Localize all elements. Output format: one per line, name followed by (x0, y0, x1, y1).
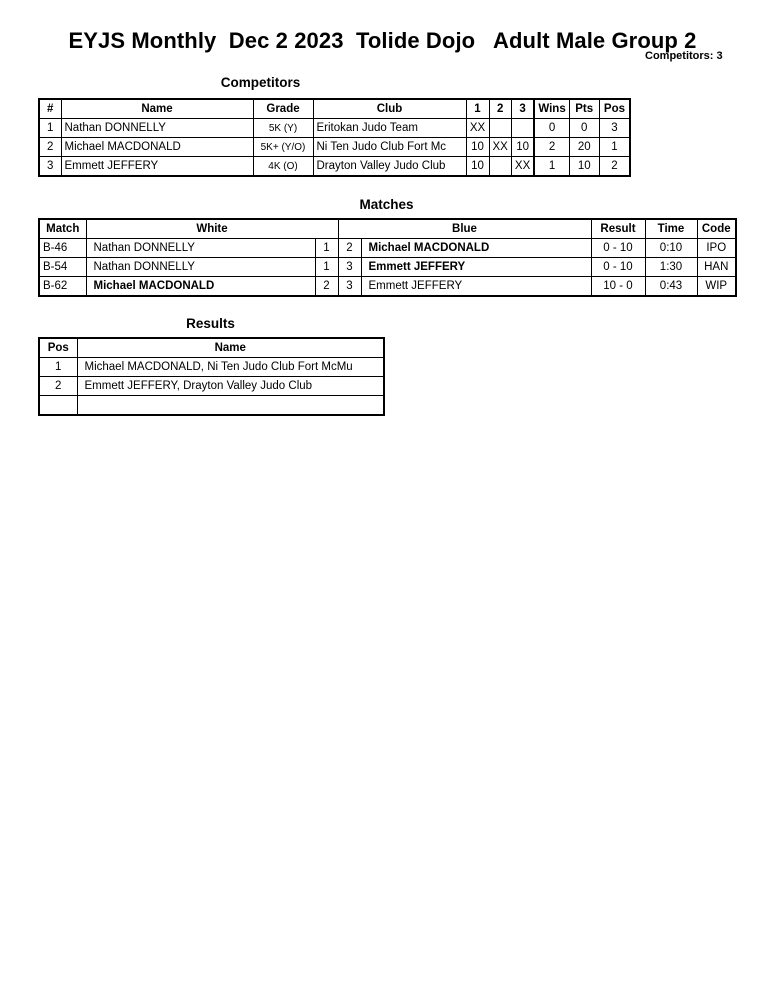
competitor-pos-cell: 2 (599, 157, 630, 177)
competitor-s3-cell: XX (511, 157, 534, 177)
results-header-cell: Pos (39, 338, 77, 358)
result-name-cell: Michael MACDONALD, Ni Ten Judo Club Fort McMu (77, 358, 384, 377)
competitor-name-cell: Emmett JEFFERY (61, 157, 253, 177)
competitor-pts-cell: 0 (569, 119, 599, 138)
competitor-s1-cell: 10 (466, 157, 489, 177)
competitor-num-cell: 3 (39, 157, 61, 177)
competitor-name-cell: Nathan DONNELLY (61, 119, 253, 138)
match-result-cell: 0 - 10 (591, 258, 645, 277)
matches-header-cell: Match (39, 219, 86, 239)
competitor-s2-cell (489, 157, 511, 177)
competitor-s3-cell: 10 (511, 138, 534, 157)
result-pos-cell: 1 (39, 358, 77, 377)
match-code-cell: WIP (697, 277, 736, 297)
competitor-num-cell: 1 (39, 119, 61, 138)
matches-table (38, 218, 737, 297)
match-row (39, 258, 736, 277)
competitor-pts-cell: 10 (569, 157, 599, 177)
competitor-s2-cell: XX (489, 138, 511, 157)
competitor-row (39, 119, 630, 138)
competitor-wins-cell: 2 (534, 138, 569, 157)
match-blue-cell: Michael MACDONALD (361, 239, 591, 258)
match-blue-cell: Emmett JEFFERY (361, 277, 591, 297)
match-white-num-cell: 1 (315, 239, 338, 258)
match-time-cell: 0:10 (645, 239, 697, 258)
competitor-pts-cell: 20 (569, 138, 599, 157)
competitors-header-cell: Club (313, 99, 466, 119)
competitors-header-cell: 3 (511, 99, 534, 119)
match-blue-num-cell: 3 (338, 258, 361, 277)
result-row (39, 396, 384, 416)
results-table (38, 337, 385, 416)
competitor-club-cell: Eritokan Judo Team (313, 119, 466, 138)
competitors-header-cell: Wins (534, 99, 569, 119)
competitor-grade-cell: 4K (O) (253, 157, 313, 177)
match-code-cell: HAN (697, 258, 736, 277)
competitor-s2-cell (489, 119, 511, 138)
match-match-cell: B-46 (39, 239, 86, 258)
competitors-count: Competitors: 3 (645, 50, 723, 62)
match-time-cell: 1:30 (645, 258, 697, 277)
match-row (39, 277, 736, 297)
result-row (39, 358, 384, 377)
match-blue-num-cell: 2 (338, 239, 361, 258)
match-white-cell: Nathan DONNELLY (86, 239, 315, 258)
match-white-cell: Nathan DONNELLY (86, 258, 315, 277)
match-white-num-cell: 1 (315, 258, 338, 277)
match-white-cell: Michael MACDONALD (86, 277, 315, 297)
matches-header-cell: Result (591, 219, 645, 239)
page-title: EYJS Monthly Dec 2 2023 Tolide Dojo Adult Male Group 2 (68, 28, 697, 53)
competitors-header-cell: Name (61, 99, 253, 119)
result-pos-cell: 2 (39, 377, 77, 396)
competitors-header-cell: Pos (599, 99, 630, 119)
competitor-grade-cell: 5K (Y) (253, 119, 313, 138)
competitor-s3-cell (511, 119, 534, 138)
competitor-wins-cell: 0 (534, 119, 569, 138)
competitor-club-cell: Ni Ten Judo Club Fort Mc (313, 138, 466, 157)
competitor-num-cell: 2 (39, 138, 61, 157)
matches-header-cell: Time (645, 219, 697, 239)
competitor-grade-cell: 5K+ (Y/O) (253, 138, 313, 157)
competitors-header-cell: Pts (569, 99, 599, 119)
match-result-cell: 10 - 0 (591, 277, 645, 297)
matches-section-title: Matches (359, 197, 414, 212)
competitor-row (39, 157, 630, 177)
results-section-title: Results (186, 316, 235, 331)
matches-header-cell: White (86, 219, 338, 239)
competitor-wins-cell: 1 (534, 157, 569, 177)
match-match-cell: B-54 (39, 258, 86, 277)
competitor-s1-cell: XX (466, 119, 489, 138)
result-pos-cell (39, 396, 77, 416)
match-blue-cell: Emmett JEFFERY (361, 258, 591, 277)
match-blue-num-cell: 3 (338, 277, 361, 297)
match-row (39, 239, 736, 258)
competitors-header-cell: 2 (489, 99, 511, 119)
competitors-section-title: Competitors (220, 75, 301, 90)
match-match-cell: B-62 (39, 277, 86, 297)
competitors-header-cell: # (39, 99, 61, 119)
matches-header-cell: Blue (338, 219, 591, 239)
match-code-cell: IPO (697, 239, 736, 258)
competitors-header-cell: Grade (253, 99, 313, 119)
competitors-table (38, 98, 631, 177)
matches-header-cell: Code (697, 219, 736, 239)
competitor-pos-cell: 3 (599, 119, 630, 138)
result-name-cell (77, 396, 384, 416)
match-white-num-cell: 2 (315, 277, 338, 297)
competitor-club-cell: Drayton Valley Judo Club (313, 157, 466, 177)
results-header-cell: Name (77, 338, 384, 358)
competitor-pos-cell: 1 (599, 138, 630, 157)
competitor-row (39, 138, 630, 157)
result-row (39, 377, 384, 396)
competitor-name-cell: Michael MACDONALD (61, 138, 253, 157)
competitor-s1-cell: 10 (466, 138, 489, 157)
competitors-header-cell: 1 (466, 99, 489, 119)
match-result-cell: 0 - 10 (591, 239, 645, 258)
match-time-cell: 0:43 (645, 277, 697, 297)
result-name-cell: Emmett JEFFERY, Drayton Valley Judo Club (77, 377, 384, 396)
